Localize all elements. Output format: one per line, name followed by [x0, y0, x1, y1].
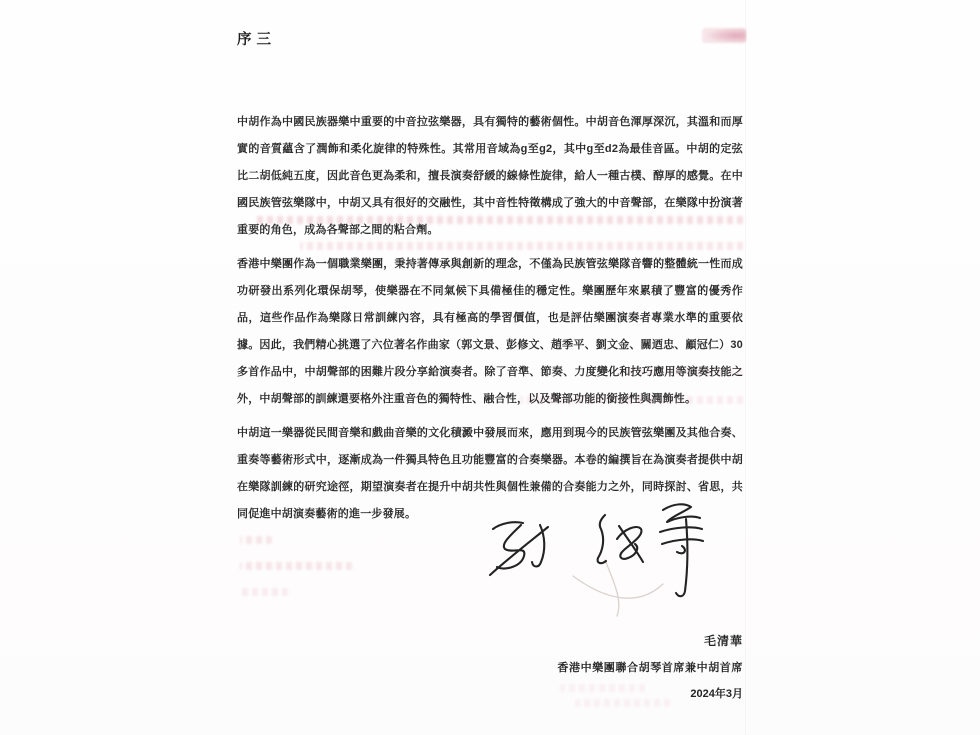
signer-date: 2024年3月 — [690, 688, 743, 700]
handwritten-signature — [455, 488, 755, 623]
signer-title: 香港中樂團聯合胡琴首席兼中胡首席 — [557, 662, 743, 674]
preface-content — [237, 28, 743, 535]
preface-paragraph: 香港中樂團作為一個職業樂團，秉持著傳承與創新的理念，不僅為民族管弦樂隊音響的整體統一性而成功研發出系列化環保胡琴，使樂器在不同氣候下具備極佳的穩定性。樂團歷年來累積了豐富的優秀作品，這些作品作為樂隊日常訓練內容，具有極高的學習價值，也是評估樂團演奏者專業水準的重要依據。因此，我們精心挑選了六位著名作曲家（郭文景、彭修文、趙季平、劉文金、關迺忠、顧冠仁）30多首作品中，中胡聲部的困難片段分享給演奏者。除了音準、節奏、力度變化和技巧應用等演奏技能之外，中胡聲部的訓練還要格外注重音色的獨特性、融合性，以及聲部功能的銜接性與潤飾性。 — [237, 258, 743, 405]
ink-bleedthrough-row — [240, 536, 272, 544]
preface-paragraph: 中胡這一樂器從民間音樂和戲曲音樂的文化積澱中發展而來，應用到現今的民族管弦樂團及其他合奏、重奏等藝術形式中，逐漸成為一件獨具特色且功能豐富的合奏樂器。本卷的編撰旨在為演奏者提供中胡在樂隊訓練的研究途徑，期望演奏者在提升中胡共性與個性兼備的合奏能力之外，同時探討、省思，共同促進中胡演奏藝術的進一步發展。 — [237, 427, 743, 520]
preface-paragraph: 中胡作為中國民族器樂中重要的中音拉弦樂器，具有獨特的藝術個性。中胡音色渾厚深沉，其溫和而厚實的音質蘊含了潤飾和柔化旋律的特殊性。其常用音域為g至g2，其中g至d2為最佳音區。中胡的定弦比二胡低純五度，因此音色更為柔和，擅長演奏舒緩的線條性旋律，給人一種古樸、醇厚的感覺。在中國民族管弦樂隊中，中胡又具有很好的交融性，其中音性特徵構成了強大的中音聲部，在樂隊中扮演著重要的角色，成為各聲部之間的粘合劑。 — [237, 116, 743, 236]
signature-image — [455, 488, 755, 623]
signer-name: 毛清華 — [703, 634, 743, 648]
pencil-smudge — [573, 560, 663, 616]
page-title: 序三 — [237, 32, 276, 48]
ink-bleedthrough-row — [240, 588, 288, 596]
ink-bleedthrough-row — [240, 562, 352, 570]
page-edge — [745, 0, 746, 735]
signature-strokes — [490, 504, 703, 596]
signature-block — [557, 632, 743, 701]
